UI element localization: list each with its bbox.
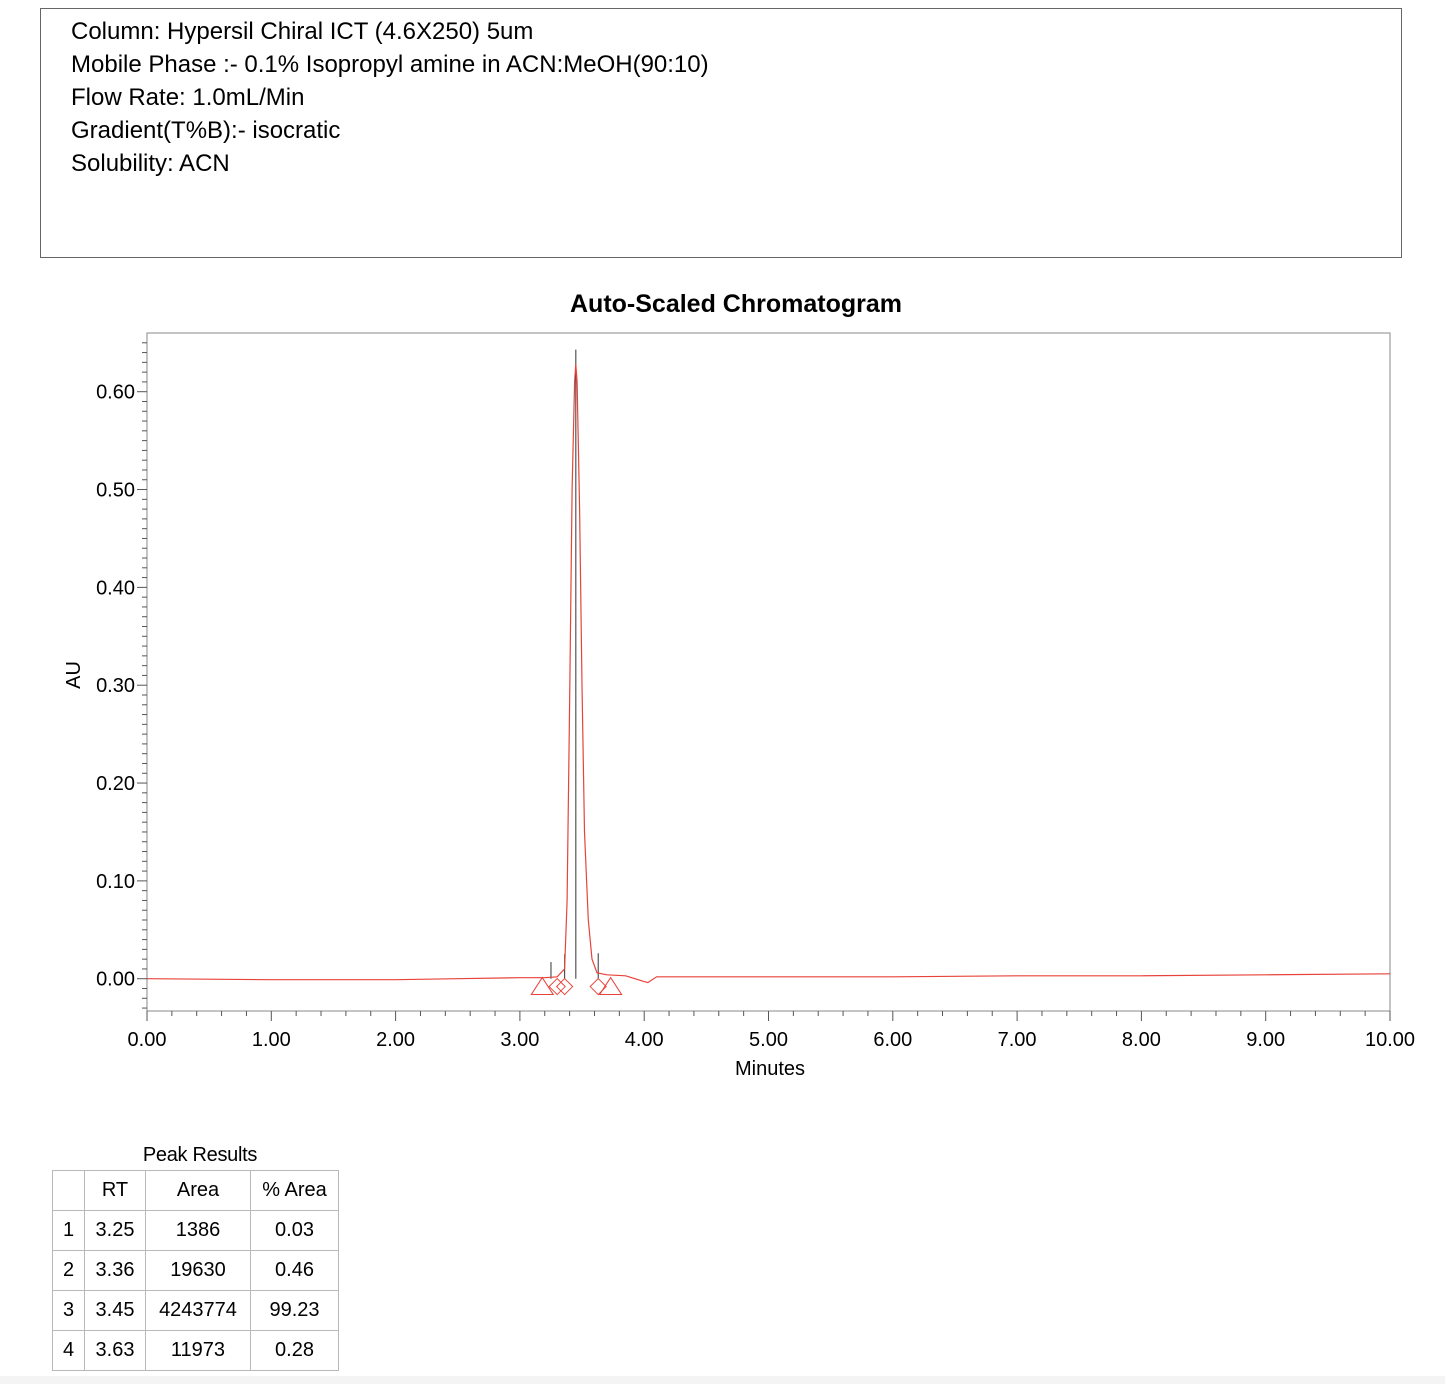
table-header-row [53,1171,339,1211]
x-tick-label: 0.00 [127,1029,167,1051]
y-tick-label: 0.00 [96,968,135,991]
row-area: 1386 [146,1211,251,1251]
row-index: 4 [53,1331,85,1371]
x-tick-label: 3.00 [500,1029,540,1051]
baseline-triangle-marker [600,978,622,995]
chromatogram-chart [0,270,1445,1090]
peak-results-table [52,1170,339,1371]
plot-frame [147,333,1390,1011]
info-column: Column: Hypersil Chiral ICT (4.6X250) 5um [71,18,534,45]
method-info-box [40,8,1402,258]
baseline-diamond-marker [590,979,606,995]
row-percent-area: 0.03 [251,1211,339,1251]
info-solubility: Solubility: ACN [71,150,230,177]
row-index: 2 [53,1251,85,1291]
table-row [53,1211,339,1251]
x-axis-label: Minutes [734,1058,806,1080]
y-tick-label: 0.10 [96,870,135,893]
peak-results-title: Peak Results [142,1144,258,1166]
y-tick-label: 0.50 [96,479,135,502]
y-tick-label: 0.40 [96,577,135,600]
info-flow-rate: Flow Rate: 1.0mL/Min [71,84,305,111]
info-gradient: Gradient(T%B):- isocratic [71,117,341,144]
y-tick-label: 0.60 [96,381,135,404]
x-tick-label: 10.00 [1364,1029,1416,1051]
x-tick-label: 6.00 [873,1029,913,1051]
row-area: 19630 [146,1251,251,1291]
header-rt: RT [85,1171,146,1211]
x-tick-label: 7.00 [997,1029,1037,1051]
header-area: Area [146,1171,251,1211]
y-tick-label: 0.20 [96,773,135,796]
table-row [53,1331,339,1371]
row-rt: 3.63 [85,1331,146,1371]
row-percent-area: 0.28 [251,1331,339,1371]
row-index: 1 [53,1211,85,1251]
row-area: 4243774 [146,1291,251,1331]
x-tick-label: 9.00 [1246,1029,1286,1051]
x-tick-label: 5.00 [749,1029,788,1051]
chromatogram-trace [147,364,1390,982]
x-tick-label: 4.00 [624,1029,664,1051]
row-rt: 3.36 [85,1251,146,1291]
x-tick-label: 2.00 [376,1029,416,1051]
y-tick-label: 0.30 [96,675,135,698]
row-percent-area: 0.46 [251,1251,339,1291]
table-row [53,1251,339,1291]
x-tick-label: 1.00 [251,1029,291,1051]
header-percent-area: % Area [251,1171,339,1211]
y-axis-label: AU [63,661,85,689]
info-mobile-phase: Mobile Phase :- 0.1% Isopropyl amine in ACN:MeOH(90:10) [71,51,709,78]
table-row [53,1291,339,1331]
bottom-strip [0,1376,1445,1384]
chart-title: Auto-Scaled Chromatogram [570,290,902,318]
x-tick-label: 8.00 [1121,1029,1161,1051]
header-index [53,1171,85,1211]
row-rt: 3.45 [85,1291,146,1331]
row-rt: 3.25 [85,1211,146,1251]
row-percent-area: 99.23 [251,1291,339,1331]
row-index: 3 [53,1291,85,1331]
row-area: 11973 [146,1331,251,1371]
